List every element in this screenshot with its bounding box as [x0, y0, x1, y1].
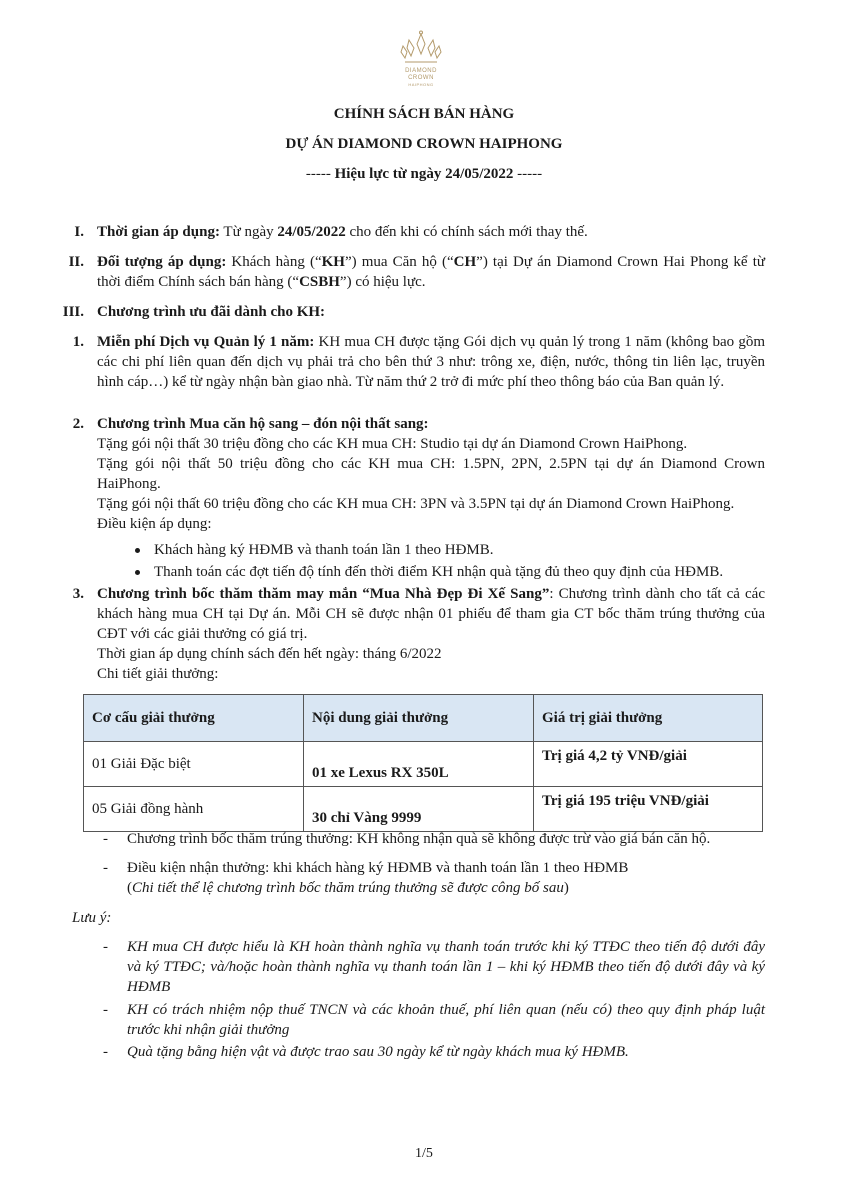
- section-2-number: II.: [68, 254, 84, 270]
- list-item: Khách hàng ký HĐMB và thanh toán lần 1 theo HĐMB.: [97, 539, 765, 561]
- logo-line-1: DIAMOND: [405, 68, 437, 74]
- table-cell: Trị giá 4,2 tỷ VNĐ/giải: [534, 742, 763, 787]
- prize-table: [83, 694, 763, 832]
- note-heading: Lưu ý:: [72, 910, 112, 926]
- section-1-text: Thời gian áp dụng: Từ ngày 24/05/2022 cho đến khi có chính sách mới thay thế.: [97, 224, 588, 240]
- document-title: CHÍNH SÁCH BÁN HÀNG: [333, 106, 515, 122]
- column-header: Giá trị giải thưởng: [534, 695, 763, 742]
- item-2-line-2: Tặng gói nội thất 50 triệu đồng cho các KH mua CH: 1.5PN, 2PN, 2.5PN tại dự án Diamond Crown HaiPhong.: [97, 456, 765, 492]
- note-item: - Quà tặng bằng hiện vật và được trao sau 30 ngày kể từ ngày khách mua ký HĐMB.: [103, 1044, 629, 1060]
- item-2-heading: Chương trình Mua căn hộ sang – đón nội thất sang:: [97, 416, 429, 432]
- table-cell: 05 Giải đồng hành: [84, 787, 304, 832]
- table-row: [84, 787, 763, 832]
- table-cell: 01 xe Lexus RX 350L: [304, 742, 534, 787]
- effective-line: ----- Hiệu lực từ ngày 24/05/2022 -----: [305, 166, 543, 182]
- item-2-conditions: [97, 539, 765, 583]
- item-2-line-1: Tặng gói nội thất 30 triệu đồng cho các KH mua CH: Studio tại dự án Diamond Crown HaiPhong.: [97, 436, 688, 452]
- item-2-text: [97, 414, 765, 534]
- crown-icon: [399, 30, 443, 68]
- logo-line-2: CROWN: [408, 75, 434, 81]
- page-number: 1/5: [415, 1146, 433, 1161]
- item-1-text: Miễn phí Dịch vụ Quản lý 1 năm: KH mua CH được tặng Gói dịch vụ quản lý trong 1 năm (không bao gồm các chi phí liên quan đến dịch vụ phải trả cho bên thứ 3 như: trông xe, điện, nước, thông tin liên lạc, truyền hình cáp…) kể từ ngày nhận bàn giao nhà. Từ năm thứ 2 trở đi mức phí theo thông báo của Ban quản lý.: [97, 334, 765, 390]
- item-1-number: 1.: [72, 334, 84, 350]
- section-1-number: I.: [74, 224, 84, 240]
- note-1: - Chương trình bốc thăm trúng thưởng: KH không nhận quà sẽ không được trừ vào giá bán căn hộ.: [103, 831, 711, 847]
- item-3-deadline: Thời gian áp dụng chính sách đến hết ngày: tháng 6/2022: [97, 646, 442, 662]
- diamond-crown-logo: [386, 30, 456, 90]
- effective-date: Hiệu lực từ ngày 24/05/2022: [334, 166, 514, 182]
- table-cell: 01 Giải Đặc biệt: [84, 742, 304, 787]
- item-2-number: 2.: [72, 416, 84, 432]
- note-2: - Điều kiện nhận thưởng: khi khách hàng ký HĐMB và thanh toán lần 1 theo HĐMB (Chi tiết thể lệ chương trình bốc thăm trúng thưởng sẽ được công bố sau): [103, 860, 629, 896]
- item-2-line-3: Tặng gói nội thất 60 triệu đồng cho các KH mua CH: 3PN và 3.5PN tại dự án Diamond Crown HaiPhong.: [97, 496, 735, 512]
- note-item: - KH có trách nhiệm nộp thuế TNCN và các khoản thuế, phí liên quan (nếu có) theo quy định pháp luật trước khi nhận giải thưởng: [103, 1002, 765, 1038]
- item-3-number: 3.: [72, 586, 84, 602]
- section-3-heading: Chương trình ưu đãi dành cho KH:: [97, 304, 326, 320]
- logo-line-3: HAIPHONG: [408, 82, 434, 87]
- section-2-text: Đối tượng áp dụng: Khách hàng (“KH”) mua Căn hộ (“CH”) tại Dự án Diamond Crown Hai Phong kể từ thời điểm Chính sách bán hàng (“CSBH”) có hiệu lực.: [97, 254, 765, 290]
- item-3-text: Chương trình bốc thăm thăm may mắn “Mua Nhà Đẹp Đi Xế Sang”: Chương trình dành cho tất cả các khách hàng mua CH tại Dự án. Mỗi CH sẽ được nhận 01 phiếu để tham gia CT bốc thăm trúng thưởng của CĐT với các giải thưởng có giá trị. Thời gian áp dụng chính sách đến hết ngày: tháng 6/2022 Chi tiết giải thưởng:: [97, 586, 765, 682]
- note-item: - KH mua CH được hiểu là KH hoàn thành nghĩa vụ thanh toán trước khi ký TTĐC theo tiến độ dưới đây và ký TTĐC; và/hoặc hoàn thành nghĩa vụ thanh toán lần 1 – khi ký HĐMB theo tiến độ dưới đây và ký HĐMB: [103, 939, 765, 995]
- document-subtitle: DỰ ÁN DIAMOND CROWN HAIPHONG: [285, 136, 563, 152]
- column-header: Nội dung giải thưởng: [304, 695, 534, 742]
- table-row: [84, 742, 763, 787]
- list-item: Thanh toán các đợt tiến độ tính đến thời điểm KH nhận quà tặng đủ theo quy định của HĐMB.: [97, 561, 765, 583]
- item-3-detail-label: Chi tiết giải thưởng:: [97, 666, 219, 682]
- table-cell: Trị giá 195 triệu VNĐ/giải: [534, 787, 763, 832]
- table-cell: 30 chỉ Vàng 9999: [304, 787, 534, 832]
- column-header: Cơ cấu giải thưởng: [84, 695, 304, 742]
- item-2-condition-label: Điều kiện áp dụng:: [97, 516, 212, 532]
- table-header-row: [84, 695, 763, 742]
- section-3-number: III.: [62, 304, 84, 320]
